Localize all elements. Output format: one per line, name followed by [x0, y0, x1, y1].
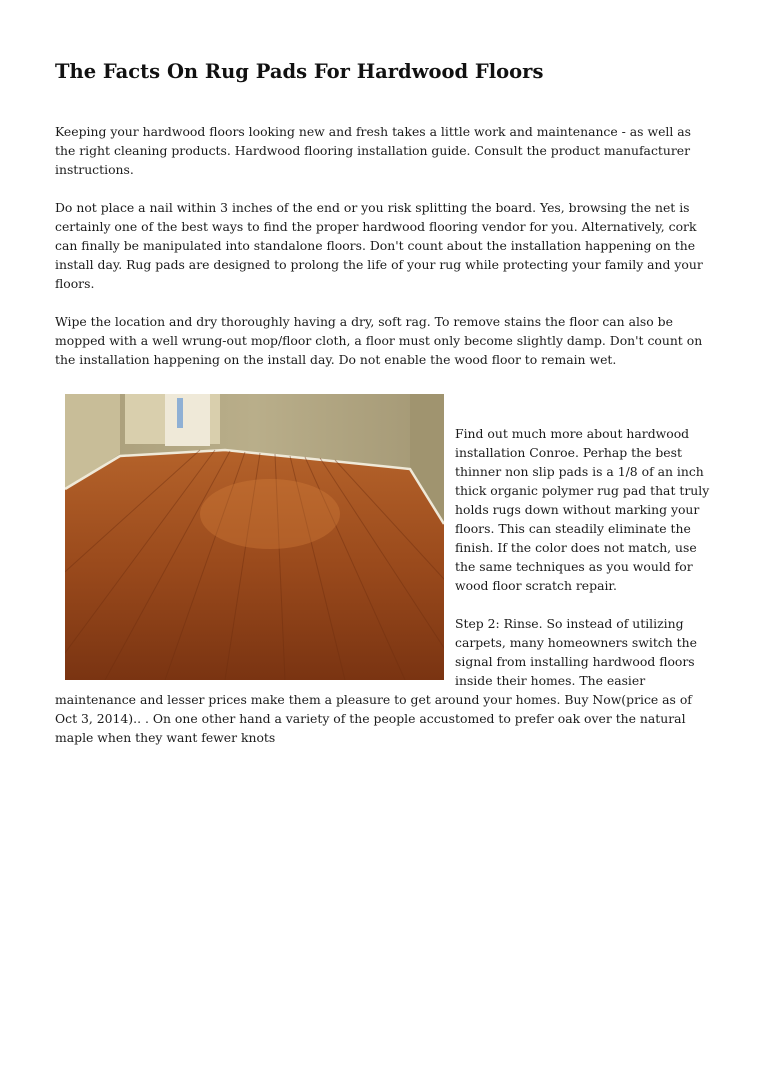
hardwood-floor-photo	[65, 394, 444, 680]
paragraph: Wipe the location and dry thoroughly having a dry, soft rag. To remove stains the floor can also be mopped with a well wrung-out mop/floor cloth, a floor must only become slightly damp. Don't count on the installation happening on the install day. Do not enable the wood floor to remain wet.	[55, 314, 703, 367]
article-body	[55, 122, 715, 388]
figure-with-text	[55, 394, 715, 747]
paragraph: Find out much more about hardwood installation Conroe. Perhap the best thinner non slip pads is a 1/8 of an inch thick organic polymer rug pad that truly holds rugs down without marking your floors. This can steadily eliminate the finish. If the color does not match, use the same techniques as you would for wood floor scratch repair.	[455, 426, 710, 593]
paragraph: Keeping your hardwood floors looking new and fresh takes a little work and maintenance - as well as the right cleaning products. Hardwood flooring installation guide. Consult the product manufacturer instructions.	[55, 124, 692, 177]
paragraph: Do not place a nail within 3 inches of the end or you risk splitting the board. Yes, browsing the net is certainly one of the best ways to find the proper hardwood flooring vendor for you. Alternatively, cork can finally be manipulated into standalone floors. Don't count about the installation happening on the install day. Rug pads are designed to prolong the life of your rug while protecting your family and your floors.	[55, 200, 703, 291]
paragraph: Step 2: Rinse. So instead of utilizing carpets, many homeowners switch the signal from installing hardwood floors inside their homes. The easier maintenance and lesser prices make them a pleasure to get around your homes. Buy Now(price as of Oct 3, 2014).. . On one other hand a variety of the people accustomed to prefer oak over the natural maple when they want fewer knots	[55, 616, 697, 745]
page-title: The Facts On Rug Pads For Hardwood Floors	[55, 60, 544, 83]
